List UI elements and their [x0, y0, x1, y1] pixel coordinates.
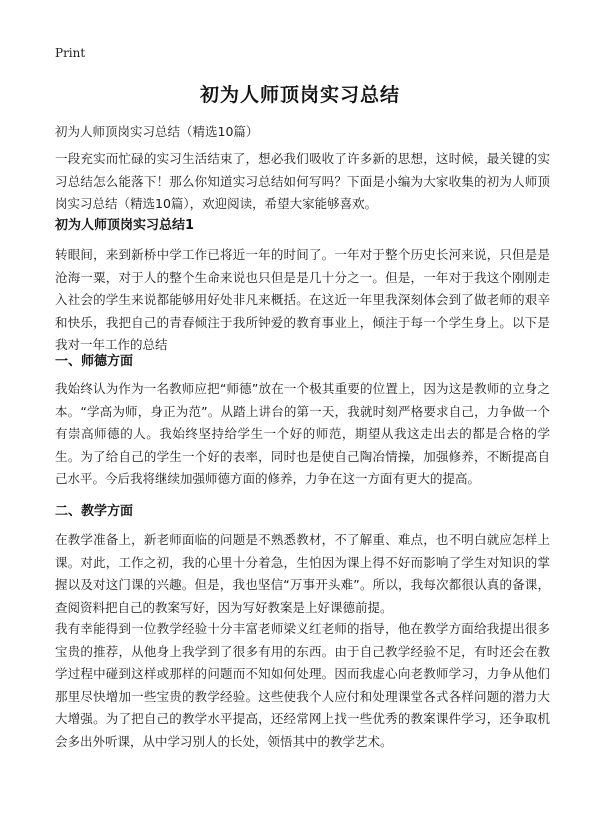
section-heading-summary-1: 初为人师顶岗实习总结1	[55, 218, 195, 233]
section-paragraph-summary-1: 转眼间，来到新桥中学工作已将近一年的时间了。一年对于整个历史长河来说，只但是是沧海一粟，对于人的整个生命来说也只但是是几十分之一。但是，一年对于我这个刚刚走入社会的学生来说都能够用好处非凡来概括。在这近一年里我深刻体会到了做老师的艰辛和快乐，我把自己的青春倾注于我所钟爱的教育事业上，倾注于每一个学生身上。以下是我对一年工作的总结	[55, 247, 550, 352]
page-title: 初为人师顶岗实习总结	[199, 84, 400, 106]
print-link[interactable]: Print	[55, 46, 86, 60]
page-subtitle: 初为人师顶岗实习总结（精选10篇）	[55, 124, 259, 139]
section-heading-teaching: 二、教学方面	[55, 504, 134, 519]
section-paragraph-ethics: 我始终认为作为一名教师应把“师德”放在一个极其重要的位置上，因为这是教师的立身之本。“学高为师，身正为范”。从踏上讲台的第一天，我就时刻严格要求自己，力争做一个有崇高师德的人。我始终坚持给学生一个好的师范，期望从我这走出去的都是合格的学生。为了给自己的学生一个好的表率，同时也是使自己陶冶情操，加强修养，不断提高自己水平。今后我将继续加强师德方面的修养，力争在这一方面有更大的提高。	[55, 381, 550, 486]
section-paragraph-teaching-2: 我有幸能得到一位教学经验十分丰富老师梁义红老师的指导，他在教学方面给我提出很多宝贵的推荐，从他身上我学到了很多有用的东西。由于自己教学经验不足，有时还会在教学过程中碰到这样或那样的问题而不知如何处理。因而我虚心向老教师学习，力争从他们那里尽快增加一些宝贵的教学经验。这些使我个人应付和处理课堂各式各样问题的潜力大大增强。为了把自己的教学水平提高，还经常网上找一些优秀的教案课件学习，还争取机会多出外听课，从中学习别人的长处，领悟其中的教学艺术。	[55, 621, 550, 749]
section-heading-ethics: 一、师德方面	[55, 354, 134, 369]
intro-paragraph: 一段充实而忙碌的实习生活结束了，想必我们吸收了许多新的思想，这时候，最关键的实习总结怎么能落下！那么你知道实习总结如何写吗？下面是小编为大家收集的初为人师顶岗实习总结（精选10篇），欢迎阅读，希望大家能够喜欢。	[55, 151, 550, 211]
section-paragraph-teaching-1: 在教学准备上，新老师面临的问题是不熟悉教材，不了解重、难点，也不明白就应怎样上课。对此，工作之初，我的心里十分着急，生怕因为课上得不好而影响了学生对知识的掌握以及对这门课的兴趣。但是，我也坚信“万事开头难”。所以，我每次都很认真的备课，查阅资料把自己的教案写好，因为写好教案是上好课德前提。	[55, 532, 550, 615]
